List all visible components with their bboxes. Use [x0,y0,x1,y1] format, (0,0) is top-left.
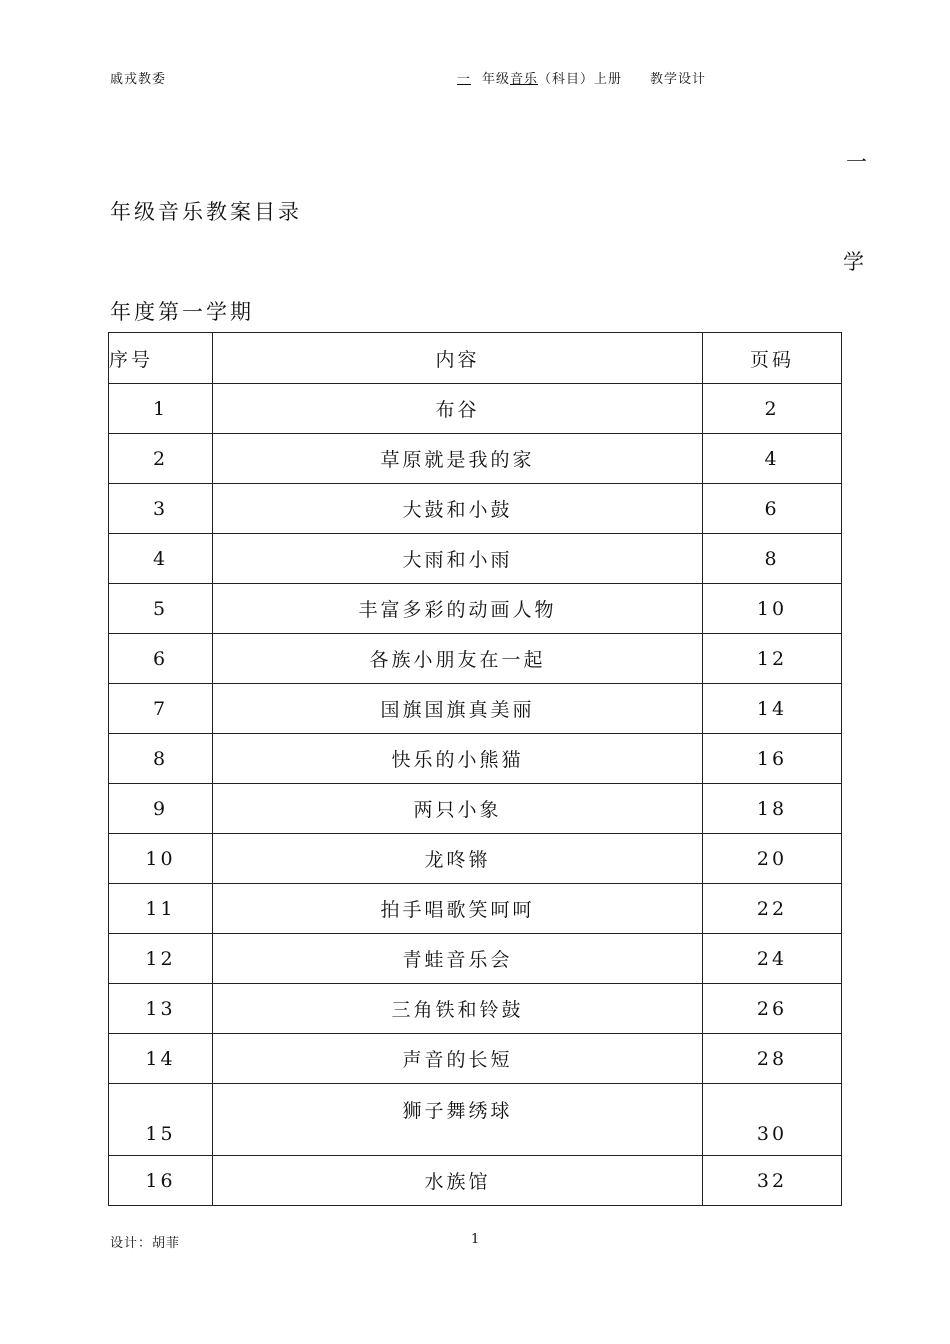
row-title: 拍手唱歌笑呵呵 [213,884,703,934]
row-page: 26 [703,984,842,1034]
row-title: 各族小朋友在一起 [213,634,703,684]
table-row [109,884,842,934]
table-row [109,584,842,634]
footer-page-number: 1 [471,1232,480,1247]
row-title: 龙咚锵 [213,834,703,884]
row-page: 14 [703,684,842,734]
row-title: 草原就是我的家 [213,434,703,484]
row-number: 10 [109,834,213,884]
header-course [446,68,706,87]
table-row [109,1034,842,1084]
row-page: 28 [703,1034,842,1084]
table-row [109,1084,842,1156]
row-title: 大鼓和小鼓 [213,484,703,534]
col-header-number: 序号 [109,333,213,384]
row-page: 16 [703,734,842,784]
row-title: 水族馆 [213,1156,703,1206]
table-row [109,634,842,684]
row-number: 14 [109,1034,213,1084]
row-number: 9 [109,784,213,834]
row-page: 24 [703,934,842,984]
row-number: 7 [109,684,213,734]
row-title: 青蛙音乐会 [213,934,703,984]
header-grade: 一 [456,72,471,87]
row-title: 布谷 [213,384,703,434]
row-number: 2 [109,434,213,484]
table-row [109,1156,842,1206]
row-number: 16 [109,1156,213,1206]
row-page: 4 [703,434,842,484]
row-number: 11 [109,884,213,934]
row-page: 22 [703,884,842,934]
table-row [109,534,842,584]
row-number: 12 [109,934,213,984]
title-line-3: 学 [843,250,864,274]
row-title: 丰富多彩的动画人物 [213,584,703,634]
row-title: 声音的长短 [213,1034,703,1084]
table-row [109,984,842,1034]
row-page: 6 [703,484,842,534]
row-page: 8 [703,534,842,584]
header-org: 戚戎教委 [110,72,167,87]
toc-header-row [109,333,842,384]
row-number: 15 [109,1084,213,1156]
row-number: 8 [109,734,213,784]
row-title: 国旗国旗真美丽 [213,684,703,734]
row-page: 10 [703,584,842,634]
header-subject-note: （科目）上册 [538,72,623,87]
row-number: 5 [109,584,213,634]
table-row [109,834,842,884]
row-number: 13 [109,984,213,1034]
table-row [109,434,842,484]
col-header-content: 内容 [213,333,703,384]
title-line-2: 年级音乐教案目录 [110,200,302,224]
row-title: 大雨和小雨 [213,534,703,584]
table-row [109,384,842,434]
row-page: 32 [703,1156,842,1206]
row-number: 3 [109,484,213,534]
header-subject: 音乐 [510,72,539,87]
row-page: 12 [703,634,842,684]
row-title: 快乐的小熊猫 [213,734,703,784]
header-grade-suffix: 年级 [482,72,511,87]
row-title: 狮子舞绣球 [213,1084,703,1156]
header-doc-type: 教学设计 [650,72,707,87]
row-title: 两只小象 [213,784,703,834]
row-page: 18 [703,784,842,834]
row-page: 20 [703,834,842,884]
row-title: 三角铁和铃鼓 [213,984,703,1034]
row-page: 2 [703,384,842,434]
col-header-page: 页码 [703,333,842,384]
table-row [109,484,842,534]
row-number: 6 [109,634,213,684]
table-row [109,734,842,784]
row-number: 4 [109,534,213,584]
footer-designer: 设计：胡菲 [110,1236,181,1251]
title-line-1: 一 [846,150,867,174]
toc-table [108,332,842,1206]
title-line-4: 年度第一学期 [110,300,254,324]
row-number: 1 [109,384,213,434]
table-row [109,934,842,984]
table-row [109,784,842,834]
table-row [109,684,842,734]
row-page: 30 [703,1084,842,1156]
